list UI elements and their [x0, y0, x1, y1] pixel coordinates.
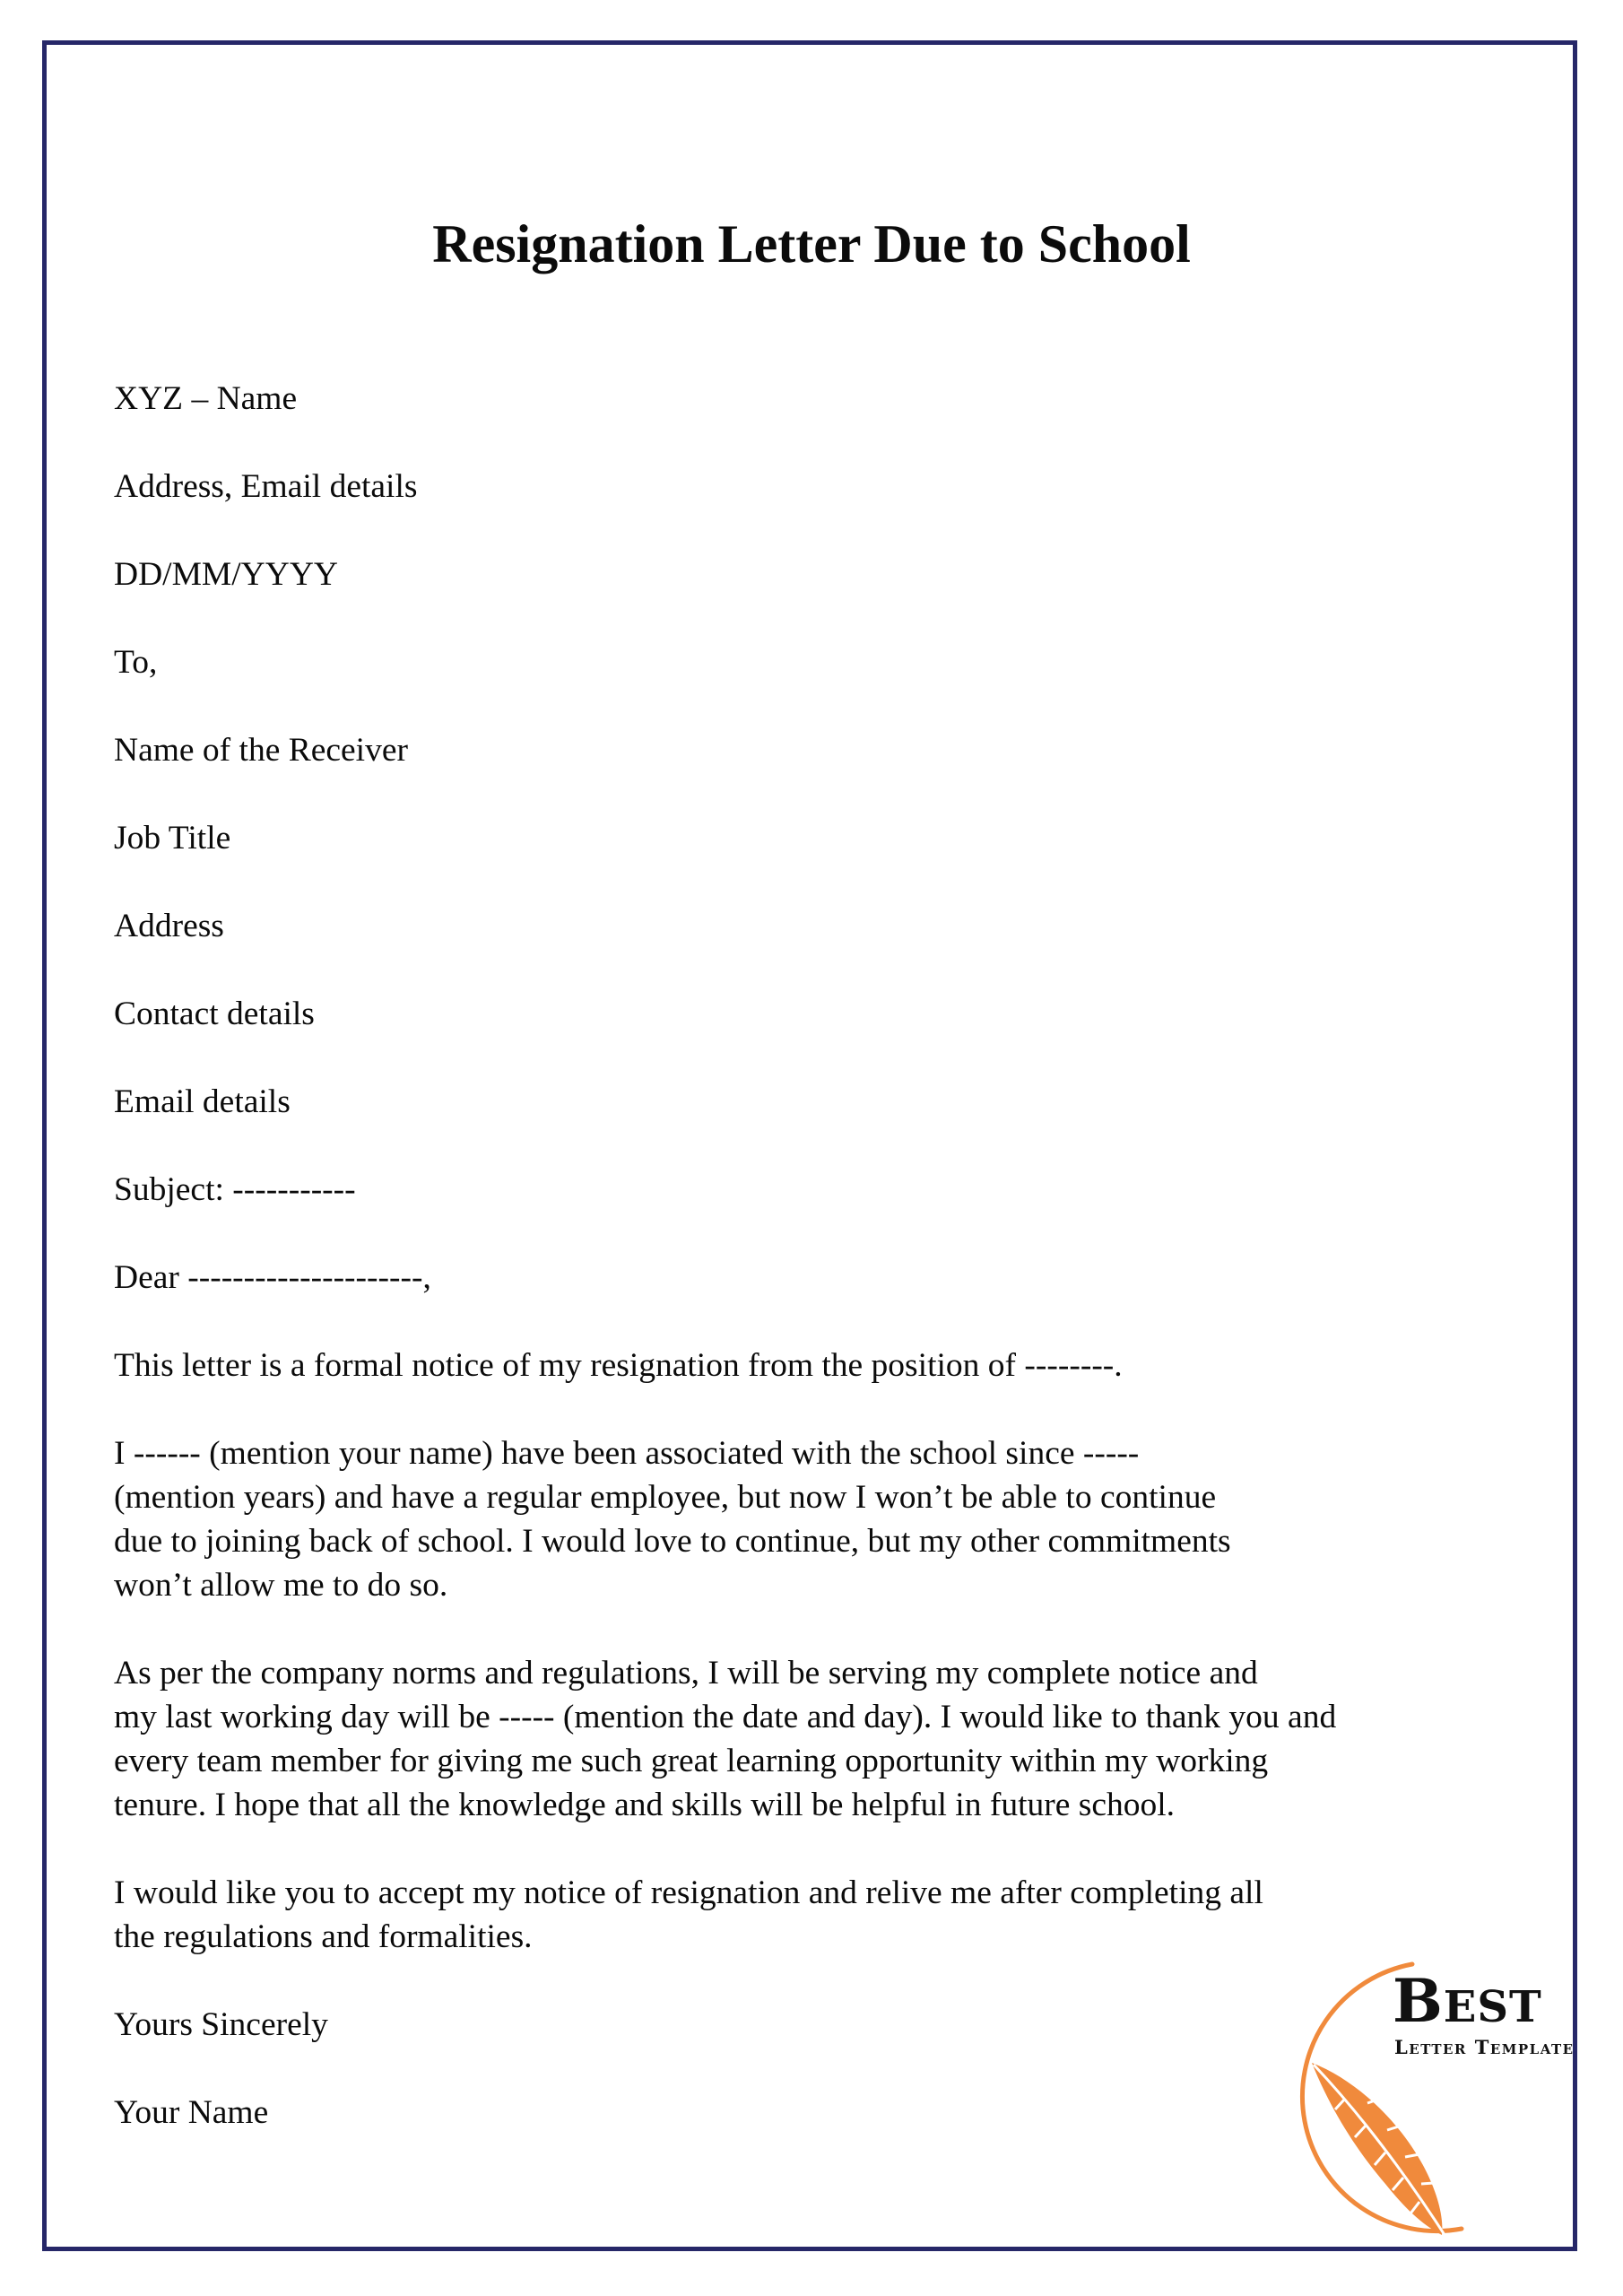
paragraph-notice: This letter is a formal notice of my resignation from the position of --------. [114, 1347, 1123, 1384]
letter-body [114, 377, 1513, 2179]
paragraph-line: due to joining back of school. I would love to continue, but my other commitments [114, 1523, 1231, 1560]
paragraph-line: the regulations and formalities. [114, 1918, 533, 1955]
paragraph-line: I would like you to accept my notice of resignation and relive me after completing all [114, 1874, 1263, 1911]
logo-best-text: BEST [1393, 1966, 1542, 2036]
salutation: Dear ---------------------, [114, 1259, 431, 1296]
recipient-to: To, [114, 644, 158, 681]
recipient-email: Email details [114, 1083, 291, 1120]
signature-name: Your Name [114, 2094, 269, 2131]
recipient-address: Address [114, 908, 224, 944]
paragraph-notice-period [114, 1651, 1513, 1827]
sender-address: Address, Email details [114, 468, 418, 505]
letter-date: DD/MM/YYYY [114, 556, 339, 593]
recipient-name: Name of the Receiver [114, 732, 408, 769]
logo-subtitle: Letter Template [1394, 2036, 1575, 2058]
paragraph-association [114, 1431, 1513, 1607]
best-letter-template-logo [1260, 1955, 1583, 2251]
recipient-job-title: Job Title [114, 820, 231, 857]
sender-name: XYZ – Name [114, 380, 298, 417]
paragraph-line: I ------ (mention your name) have been associated with the school since ----- [114, 1435, 1140, 1472]
paragraph-request [114, 1871, 1513, 1959]
letter-title: Resignation Letter Due to School [432, 214, 1191, 274]
closing: Yours Sincerely [114, 2006, 328, 2043]
paragraph-line: tenure. I hope that all the knowledge and skills will be helpful in future school. [114, 1787, 1176, 1823]
paragraph-line: every team member for giving me such great learning opportunity within my working [114, 1743, 1269, 1779]
paragraph-line: my last working day will be ----- (mention the date and day). I would like to thank you and [114, 1699, 1337, 1735]
subject-line: Subject: ----------- [114, 1171, 356, 1208]
paragraph-line: (mention years) and have a regular employee, but now I won’t be able to continue [114, 1479, 1217, 1516]
paragraph-line: won’t allow me to do so. [114, 1567, 448, 1604]
recipient-contact: Contact details [114, 996, 315, 1032]
paragraph-line: As per the company norms and regulations, I will be serving my complete notice and [114, 1655, 1258, 1692]
